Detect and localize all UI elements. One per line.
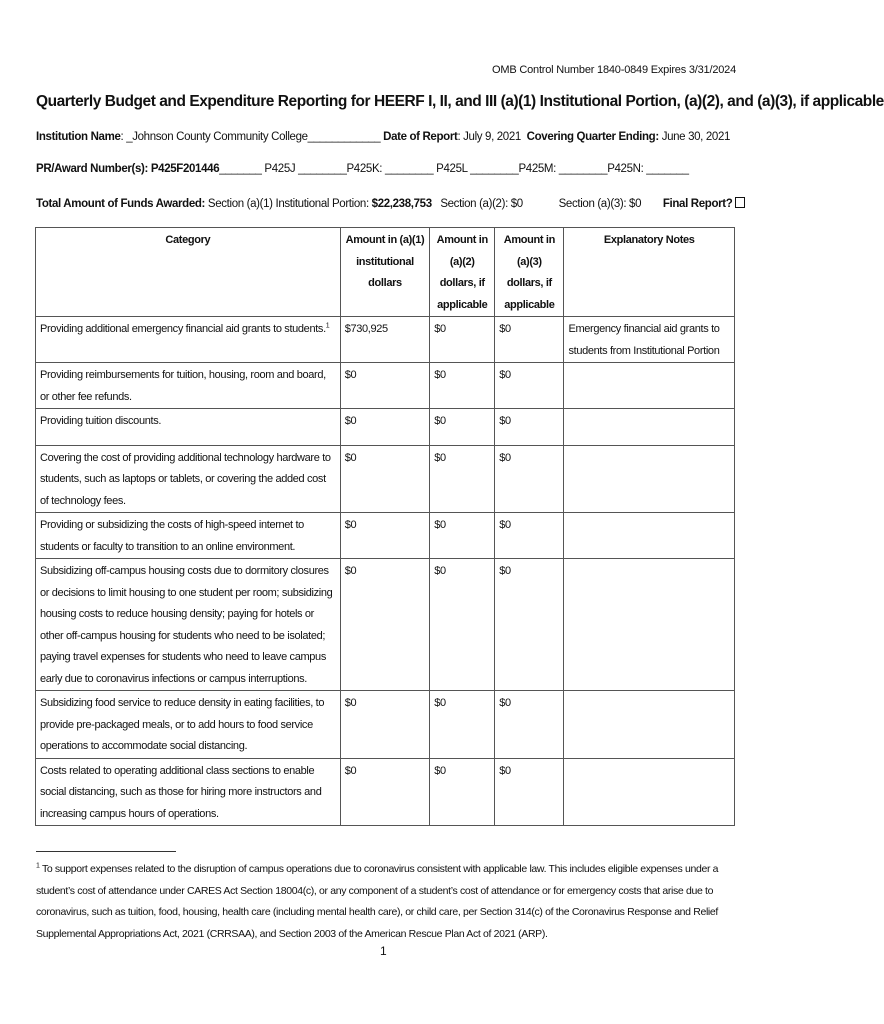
cell-amount-a1: $0 xyxy=(340,758,430,826)
cell-amount-a2: $0 xyxy=(430,559,495,691)
cell-category xyxy=(36,317,341,363)
omb-control-number: OMB Control Number 1840-0849 Expires 3/31/2024 xyxy=(492,64,736,76)
cell-notes xyxy=(564,691,735,759)
award-number-line xyxy=(36,163,689,175)
cell-amount-a1: $0 xyxy=(340,363,430,409)
cell-amount-a1: $0 xyxy=(340,445,430,513)
header-amount-a3: Amount in (a)(3) dollars, if applicable xyxy=(495,228,564,317)
cell-amount-a3: $0 xyxy=(495,758,564,826)
date-of-report-label: Date of Report xyxy=(383,131,458,143)
cell-notes xyxy=(564,409,735,446)
cell-category: Providing tuition discounts. xyxy=(36,409,341,446)
cell-amount-a2: $0 xyxy=(430,317,495,363)
cell-amount-a2: $0 xyxy=(430,758,495,826)
table-row xyxy=(36,317,735,363)
institution-name-value: : _Johnson County Community College____________ xyxy=(120,131,381,143)
budget-table xyxy=(35,227,735,826)
final-report-label: Final Report? xyxy=(662,198,733,210)
cell-notes xyxy=(564,363,735,409)
cell-notes xyxy=(564,559,735,691)
covering-quarter-value: June 30, 2021 xyxy=(661,131,731,143)
award-number-label: PR/Award Number(s): P425F201446 xyxy=(36,163,220,175)
header-amount-a1: Amount in (a)(1) institutional dollars xyxy=(340,228,430,317)
cell-category: Subsidizing off-campus housing costs due to dormitory closures or decisions to limit housing to one student per room; subsidizing housing costs to reduce housing density; paying for hotels or other off-campus housing for students who need to be isolated; paying travel expenses for students who need to leave campus early due to coronavirus infections or campus interruptions. xyxy=(36,559,341,691)
cell-amount-a3: $0 xyxy=(495,691,564,759)
cell-amount-a2: $0 xyxy=(430,363,495,409)
cell-amount-a2: $0 xyxy=(430,513,495,559)
page-title: Quarterly Budget and Expenditure Reporting for HEERF I, II, and III (a)(1) Institutional Portion, (a)(2), and (a)(3), if applicable xyxy=(36,93,884,110)
cell-notes xyxy=(564,513,735,559)
cell-amount-a1: $0 xyxy=(340,513,430,559)
cell-amount-a3: $0 xyxy=(495,559,564,691)
footnote-divider xyxy=(36,851,176,852)
final-report-checkbox[interactable] xyxy=(735,197,745,208)
institution-line xyxy=(36,131,730,143)
date-of-report-value: : July 9, 2021 xyxy=(457,131,521,143)
page-number: 1 xyxy=(380,944,387,958)
cell-amount-a1: $0 xyxy=(340,559,430,691)
category-text: Providing additional emergency financial aid grants to students. xyxy=(40,323,326,335)
footnote-text: To support expenses related to the disruption of campus operations due to coronavirus consistent with applicable law. This includes eligible expenses under a student’s cost of attendance under CARES Act Section 18004(c), or any component of a student’s cost of attendance or for emergency costs that arise due to coronavirus, such as tuition, food, housing, health care (including mental health care), or child care, per Section 314(c) of the Coronavirus Response and Relief Supplemental Appropriations Act, 2021 (CRRSAA), and Section 2003 of the American Rescue Plan Act of 2021 (ARP). xyxy=(36,863,719,940)
cell-amount-a2: $0 xyxy=(430,691,495,759)
cell-amount-a2: $0 xyxy=(430,445,495,513)
table-row xyxy=(36,409,735,446)
cell-amount-a3: $0 xyxy=(495,513,564,559)
section-a3-text: Section (a)(3): $0 xyxy=(558,198,642,210)
cell-category: Covering the cost of providing additional technology hardware to students, such as laptops or tablets, or covering the added cost of technology fees. xyxy=(36,445,341,513)
table-row xyxy=(36,559,735,691)
total-funds-line xyxy=(36,197,745,210)
cell-category: Subsidizing food service to reduce density in eating facilities, to provide pre-packaged meals, or to add hours to food service operations to accommodate social distancing. xyxy=(36,691,341,759)
table-header-row xyxy=(36,228,735,317)
table-row xyxy=(36,513,735,559)
award-number-rest: _______ P425J ________P425K: ________ P425L ________P425M: ________P425N: _______ xyxy=(219,163,689,175)
table-row xyxy=(36,363,735,409)
cell-notes: Emergency financial aid grants to students from Institutional Portion xyxy=(564,317,735,363)
header-amount-a2: Amount in (a)(2) dollars, if applicable xyxy=(430,228,495,317)
table-row xyxy=(36,758,735,826)
cell-amount-a1: $730,925 xyxy=(340,317,430,363)
section-a1-value: $22,238,753 xyxy=(371,198,432,210)
header-explanatory-notes: Explanatory Notes xyxy=(564,228,735,317)
header-category: Category xyxy=(36,228,341,317)
cell-amount-a3: $0 xyxy=(495,409,564,446)
cell-category: Providing reimbursements for tuition, housing, room and board, or other fee refunds. xyxy=(36,363,341,409)
table-row xyxy=(36,691,735,759)
cell-category: Costs related to operating additional class sections to enable social distancing, such as those for hiring more instructors and increasing campus hours of operations. xyxy=(36,758,341,826)
section-a1-text: Section (a)(1) Institutional Portion: xyxy=(207,198,369,210)
table-row xyxy=(36,445,735,513)
total-funds-label: Total Amount of Funds Awarded: xyxy=(36,198,206,210)
footnote-ref: 1 xyxy=(325,322,330,330)
cell-amount-a3: $0 xyxy=(495,445,564,513)
cell-notes xyxy=(564,758,735,826)
cell-amount-a3: $0 xyxy=(495,317,564,363)
footnote xyxy=(36,859,736,945)
cell-notes xyxy=(564,445,735,513)
cell-amount-a1: $0 xyxy=(340,691,430,759)
institution-name-label: Institution Name xyxy=(36,131,121,143)
cell-amount-a2: $0 xyxy=(430,409,495,446)
section-a2-text: Section (a)(2): $0 xyxy=(440,198,523,210)
cell-category: Providing or subsidizing the costs of high-speed internet to students or faculty to transition to an online environment. xyxy=(36,513,341,559)
covering-quarter-label: Covering Quarter Ending: xyxy=(526,131,659,143)
footnote-marker: 1 xyxy=(36,862,40,870)
cell-amount-a1: $0 xyxy=(340,409,430,446)
cell-amount-a3: $0 xyxy=(495,363,564,409)
